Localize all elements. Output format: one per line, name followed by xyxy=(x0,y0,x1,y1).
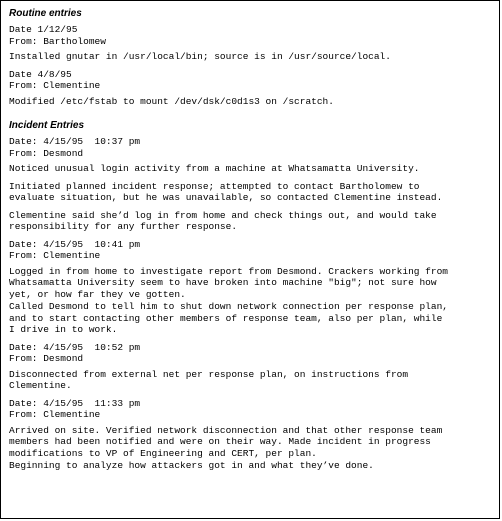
entry-paragraph xyxy=(9,460,493,472)
log-entry xyxy=(9,342,493,392)
entry-author: From: Bartholomew xyxy=(9,35,106,47)
entry-paragraph xyxy=(9,301,493,336)
entry-date: Date: 4/15/95 10:37 pm xyxy=(9,136,141,147)
entry-text-line: Clementine said she’d log in from home and check things out, and would take xyxy=(9,209,437,221)
log-entry xyxy=(9,69,493,108)
entry-paragraph xyxy=(9,181,493,204)
entry-text-line: Noticed unusual login activity from a machine at Whatsamatta University. xyxy=(9,163,420,174)
entry-paragraph xyxy=(9,369,493,392)
entry-text-line: evaluate situation, but he was unavailable, so contacted Clementine instead. xyxy=(9,192,443,203)
entry-text-line: Beginning to analyze how attackers got in and what they’ve done. xyxy=(9,460,374,471)
entry-text-line: Whatsamatta University seem to have broken into machine "big"; not sure how xyxy=(9,277,437,288)
entry-text-line: members had been notified and were on their way. Made incident in progress xyxy=(9,436,431,447)
entry-date: Date 4/8/95 xyxy=(9,68,72,80)
entry-text-line: modifications to VP of Engineering and CERT, per plan. xyxy=(9,447,317,459)
entry-text-line: Modified /etc/fstab to mount /dev/dsk/c0d1s3 on /scratch. xyxy=(9,95,334,107)
entry-date: Date: 4/15/95 10:41 pm xyxy=(9,238,141,250)
entry-paragraph xyxy=(9,51,493,63)
entry-paragraph xyxy=(9,96,493,108)
entry-text-line: responsibility for any further response. xyxy=(9,221,238,232)
entry-date: Date 1/12/95 xyxy=(9,24,78,35)
entry-text-line: I drive in to work. xyxy=(9,324,118,335)
log-entry xyxy=(9,398,493,472)
entry-paragraph xyxy=(9,425,493,460)
entry-text-line: yet, or how far they ve gotten. xyxy=(9,288,186,300)
incident-section-title: Incident Entries xyxy=(9,120,85,131)
entry-date: Date: 4/15/95 11:33 pm xyxy=(9,397,141,409)
entry-text-line: Logged in from home to investigate report from Desmond. Crackers working from xyxy=(9,265,448,277)
entry-text-line: Disconnected from external net per response plan, on instructions from xyxy=(9,368,409,380)
routine-section-title: Routine entries xyxy=(9,8,82,19)
entry-author: From: Clementine xyxy=(9,80,101,91)
entry-text-line: Called Desmond to tell him to shut down network connection per response plan, xyxy=(9,301,448,312)
entry-date: Date: 4/15/95 10:52 pm xyxy=(9,341,141,353)
log-entry xyxy=(9,239,493,336)
entry-text-line: Arrived on site. Verified network disconnection and that other response team xyxy=(9,424,443,436)
entry-text-line: Initiated planned incident response; attempted to contact Bartholomew to xyxy=(9,180,420,192)
entry-author: From: Clementine xyxy=(9,409,101,420)
entry-text-line: Clementine. xyxy=(9,380,72,391)
log-entry xyxy=(9,136,493,233)
entry-paragraph xyxy=(9,266,493,301)
entry-paragraph xyxy=(9,163,493,175)
entry-text-line: Installed gnutar in /usr/local/bin; source is in /usr/source/local. xyxy=(9,51,391,62)
entry-text-line: and to start contacting other members of response team, also per plan, while xyxy=(9,312,443,324)
entry-author: From: Clementine xyxy=(9,250,101,261)
entry-author: From: Desmond xyxy=(9,353,84,364)
entry-author: From: Desmond xyxy=(9,147,84,159)
entry-paragraph xyxy=(9,210,493,233)
log-entry xyxy=(9,24,493,63)
